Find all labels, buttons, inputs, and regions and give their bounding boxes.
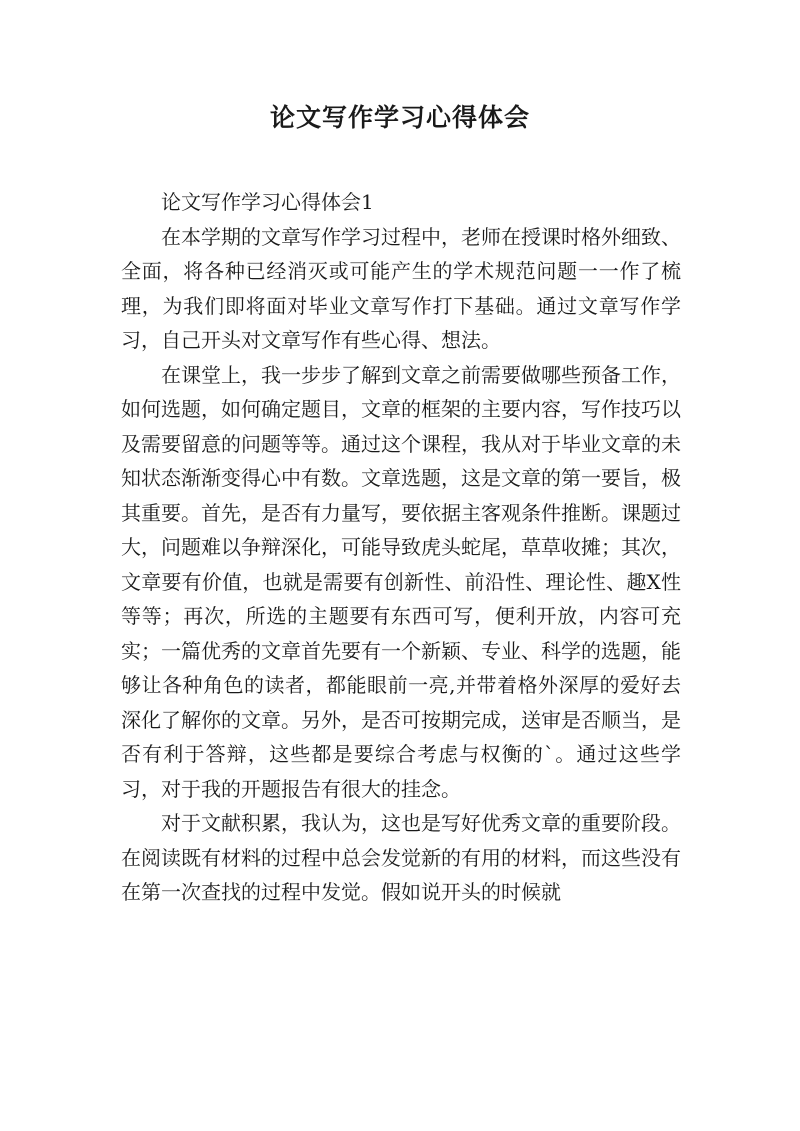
body-paragraph: 在课堂上，我一步步了解到文章之前需要做哪些预备工作，如何选题，如何确定题目，文章的框架的主要内容，写作技巧以及需要留意的问题等等。通过这个课程，我从对于毕业文章的未知状态渐渐变得心中有数。文章选题，这是文章的第一要旨，极其重要。首先，是否有力量写，要依据主客观条件推断。课题过大，问题难以争辩深化，可能导致虎头蛇尾，草草收摊；其次，文章要有价值，也就是需要有创新性、前沿性、理论性、趣X性等等；再次，所选的主题要有东西可写，便利开放，内容可充实；一篇优秀的文章首先要有一个新颖、专业、科学的选题，能够让各种角色的读者，都能眼前一亮,并带着格外深厚的爱好去深化了解你的文章。另外，是否可按期完成，送审是否顺当，是否有利于答辩，这些都是要综合考虑与权衡的`。通过这些学习，对于我的开题报告有很大的挂念。	[121, 362, 681, 801]
document-title: 论文写作学习心得体会	[269, 103, 530, 132]
body-paragraph: 对于文献积累，我认为，这也是写好优秀文章的重要阶段。在阅读既有材料的过程中总会发觉新的有用的材料，而这些没有在第一次查找的过程中发觉。假如说开头的时候就	[121, 811, 681, 904]
section-heading: 论文写作学习心得体会1	[161, 190, 374, 214]
document-body	[121, 185, 681, 910]
body-paragraph: 在本学期的文章写作学习过程中，老师在授课时格外细致、全面，将各种已经消灭或可能产生的学术规范问题一一作了梳理，为我们即将面对毕业文章写作打下基础。通过文章写作学习，自己开头对文章写作有些心得、想法。	[121, 224, 681, 352]
